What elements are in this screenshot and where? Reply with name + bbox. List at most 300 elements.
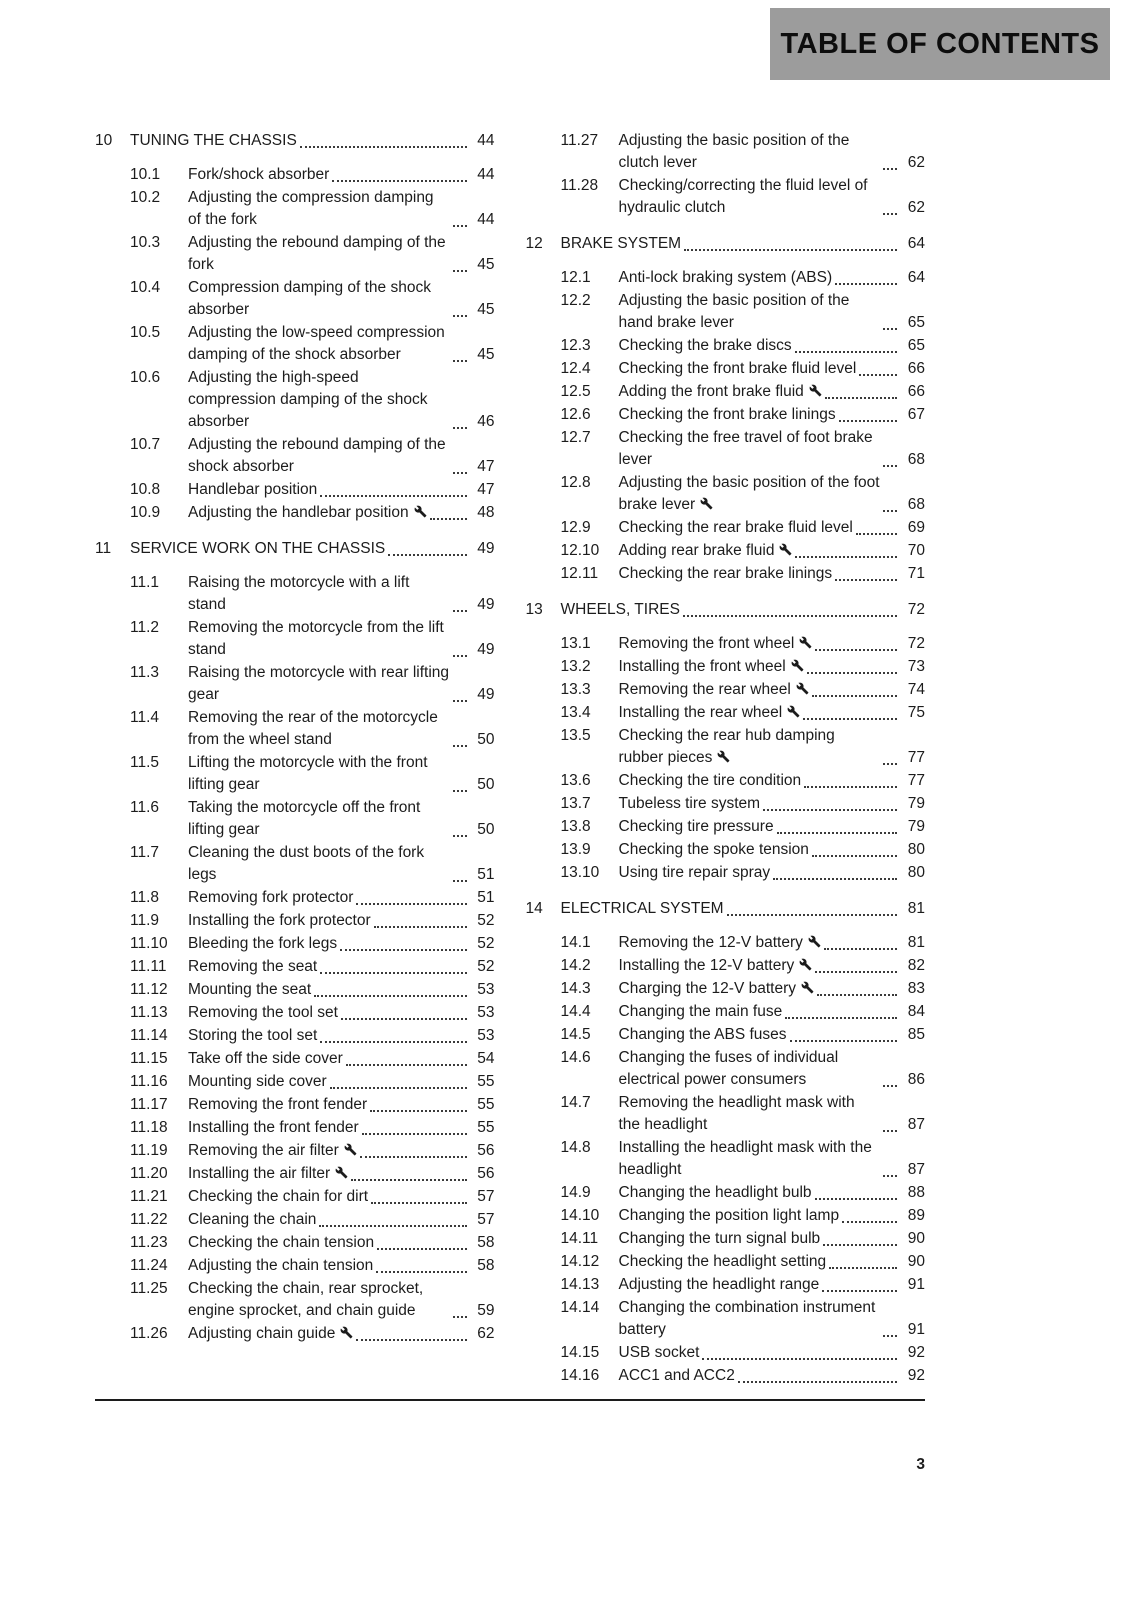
dotted-leader (777, 832, 897, 834)
entry-page-number: 53 (477, 1004, 495, 1021)
toc-section-entry[interactable] (95, 1025, 495, 1047)
toc-section-entry[interactable] (95, 662, 495, 706)
entry-number: 11.17 (130, 1096, 168, 1113)
dotted-leader (883, 1130, 897, 1132)
entry-page-number: 80 (907, 841, 925, 858)
dotted-leader (727, 914, 897, 916)
entry-number: 14.13 (560, 1276, 600, 1293)
entry-number: 11.7 (130, 844, 160, 861)
entry-title: Removing the motorcycle from the lift stand (188, 619, 444, 658)
toc-column-left (95, 130, 495, 1346)
entry-title: Cleaning the dust boots of the fork legs (188, 844, 425, 883)
dotted-leader (835, 579, 897, 581)
entry-title: Bleeding the fork legs (188, 935, 338, 952)
toc-section-entry[interactable] (526, 1365, 926, 1387)
entry-number: 13.3 (560, 681, 591, 698)
entry-page-number: 58 (477, 1257, 495, 1274)
toc-section-entry[interactable] (95, 1117, 495, 1139)
dotted-leader (829, 1267, 897, 1269)
entry-page-number: 47 (477, 458, 495, 475)
dotted-leader (738, 1381, 897, 1383)
entry-title: Charging the 12-V battery (619, 978, 815, 1000)
entry-number: 10.4 (130, 279, 161, 296)
dotted-leader (804, 786, 897, 788)
dotted-leader (453, 700, 467, 702)
entry-page-number: 67 (907, 406, 925, 423)
entry-page-number: 70 (907, 542, 925, 559)
entry-page-number: 91 (907, 1276, 925, 1293)
entry-number: 12 (525, 235, 543, 252)
entry-page-number: 49 (477, 540, 495, 557)
entry-page-number: 92 (907, 1344, 925, 1361)
footer-divider (95, 1399, 925, 1401)
toc-section-entry[interactable] (526, 1297, 926, 1341)
entry-number: 12.2 (560, 292, 591, 309)
entry-number: 14.8 (560, 1139, 591, 1156)
toc-section-entry[interactable] (95, 1140, 495, 1162)
toc-section-entry[interactable] (526, 1001, 926, 1023)
entry-number: 11.9 (130, 912, 160, 929)
dotted-leader (856, 533, 897, 535)
entry-title: Adjusting the basic position of the foot brake lever (618, 474, 880, 513)
toc-section-entry[interactable] (526, 633, 926, 655)
entry-number: 14.9 (560, 1184, 591, 1201)
entry-title: Adjusting the chain tension (188, 1257, 374, 1274)
toc-section-entry[interactable] (526, 1092, 926, 1136)
entry-title: Mounting side cover (188, 1073, 327, 1090)
dotted-leader (883, 1335, 897, 1337)
entry-page-number: 62 (907, 154, 925, 171)
toc-section-entry[interactable] (526, 862, 926, 884)
entry-number: 12.8 (560, 474, 591, 491)
entry-page-number: 49 (477, 686, 495, 703)
toc-section-entry[interactable] (95, 707, 495, 751)
dotted-leader (835, 283, 897, 285)
wrench-icon (809, 384, 822, 397)
toc-section-entry[interactable] (95, 502, 495, 524)
toc-section-entry[interactable] (95, 1163, 495, 1185)
dotted-leader (883, 465, 897, 467)
entry-number: 14.3 (560, 980, 591, 997)
entry-number: 11.4 (130, 709, 160, 726)
entry-title: Tubeless tire system (618, 795, 761, 812)
toc-section-entry[interactable] (526, 978, 926, 1000)
entry-page-number: 89 (907, 1207, 925, 1224)
entry-number: 12.4 (560, 360, 591, 377)
dotted-leader (351, 1179, 466, 1181)
toc-section-entry[interactable] (526, 816, 926, 838)
wrench-icon (801, 981, 814, 994)
toc-section-entry[interactable] (526, 1024, 926, 1046)
toc-section-entry[interactable] (526, 839, 926, 861)
toc-section-entry[interactable] (95, 277, 495, 321)
entry-number: 10.7 (130, 436, 161, 453)
toc-section-entry[interactable] (526, 358, 926, 380)
entry-title: Take off the side cover (188, 1050, 343, 1067)
entry-number: 14.6 (560, 1049, 591, 1066)
entry-page-number: 81 (907, 934, 925, 951)
entry-number: 14.15 (560, 1344, 600, 1361)
toc-section-entry[interactable] (95, 164, 495, 186)
entry-number: 11.14 (130, 1027, 168, 1044)
entry-title: Changing the ABS fuses (618, 1026, 787, 1043)
dotted-leader (360, 1156, 467, 1158)
toc-section-entry[interactable] (95, 1323, 495, 1345)
toc-section-entry[interactable] (95, 434, 495, 478)
entry-title: Fork/shock absorber (188, 166, 330, 183)
toc-section-entry[interactable] (526, 290, 926, 334)
entry-number: 11.21 (130, 1188, 168, 1205)
dotted-leader (763, 809, 897, 811)
entry-number: 13.4 (560, 704, 591, 721)
toc-section-entry[interactable] (95, 910, 495, 932)
entry-number: 11.24 (130, 1257, 168, 1274)
entry-title: ACC1 and ACC2 (618, 1367, 735, 1384)
toc-section-entry[interactable] (526, 1137, 926, 1181)
entry-title: Checking tire pressure (618, 818, 774, 835)
toc-section-entry[interactable] (526, 175, 926, 219)
toc-chapter-entry[interactable] (526, 233, 926, 255)
toc-section-entry[interactable] (95, 1232, 495, 1254)
toc-section-entry[interactable] (526, 1342, 926, 1364)
entry-number: 11.19 (130, 1142, 168, 1159)
entry-title: Changing the fuses of individual electrical power consumers (618, 1049, 839, 1088)
toc-section-entry[interactable] (95, 572, 495, 616)
entry-page-number: 75 (907, 704, 925, 721)
toc-section-entry[interactable] (95, 887, 495, 909)
toc-section-entry[interactable] (95, 1209, 495, 1231)
entry-page-number: 54 (477, 1050, 495, 1067)
entry-number: 11.11 (130, 958, 167, 975)
entry-number: 14.10 (560, 1207, 600, 1224)
entry-page-number: 56 (477, 1165, 495, 1182)
entry-title: Installing the 12-V battery (619, 955, 813, 977)
dotted-leader (807, 672, 897, 674)
entry-page-number: 59 (477, 1302, 495, 1319)
entry-page-number: 71 (907, 565, 925, 582)
toc-section-entry[interactable] (526, 267, 926, 289)
dotted-leader (803, 718, 897, 720)
entry-number: 11.25 (130, 1280, 168, 1297)
toc-section-entry[interactable] (526, 1274, 926, 1296)
dotted-leader (453, 360, 467, 362)
toc-section-entry[interactable] (95, 479, 495, 501)
toc-section-entry[interactable] (95, 797, 495, 841)
entry-page-number: 92 (907, 1367, 925, 1384)
toc-section-entry[interactable] (95, 187, 495, 231)
dotted-leader (825, 397, 897, 399)
entry-title: Adjusting the low-speed compression damping of the shock absorber (188, 324, 445, 363)
entry-number: 11.8 (130, 889, 160, 906)
entry-page-number: 55 (477, 1096, 495, 1113)
toc-section-entry[interactable] (526, 427, 926, 471)
toc-section-entry[interactable] (526, 1228, 926, 1250)
entry-number: 11.16 (130, 1073, 168, 1090)
dotted-leader (795, 351, 897, 353)
toc-section-entry[interactable] (526, 1047, 926, 1091)
entry-number: 10.1 (130, 166, 161, 183)
entry-page-number: 65 (907, 337, 925, 354)
dotted-leader (377, 1248, 466, 1250)
toc-chapter-entry[interactable] (95, 130, 495, 152)
toc-section-entry[interactable] (526, 404, 926, 426)
toc-section-entry[interactable] (526, 1205, 926, 1227)
dotted-leader (773, 878, 897, 880)
toc-chapter-entry[interactable] (95, 538, 495, 560)
dotted-leader (823, 1244, 897, 1246)
dotted-leader (320, 1041, 466, 1043)
entry-page-number: 49 (477, 641, 495, 658)
dotted-leader (815, 971, 897, 973)
toc-section-entry[interactable] (95, 1255, 495, 1277)
entry-number: 14.2 (560, 957, 591, 974)
toc-section-entry[interactable] (526, 702, 926, 724)
dotted-leader (362, 1133, 467, 1135)
entry-title: Compression damping of the shock absorber (188, 279, 431, 318)
dotted-leader (374, 926, 467, 928)
toc-section-entry[interactable] (526, 725, 926, 769)
entry-title: Adjusting the rebound damping of the shock absorber (188, 436, 446, 475)
wrench-icon (796, 682, 809, 695)
entry-title: Checking the front brake fluid level (618, 360, 857, 377)
entry-number: 11.28 (560, 177, 599, 194)
entry-title: ELECTRICAL SYSTEM (560, 900, 724, 917)
dotted-leader (453, 745, 467, 747)
toc-section-entry[interactable] (526, 540, 926, 562)
toc-section-entry[interactable] (95, 1002, 495, 1024)
page-title: TABLE OF CONTENTS (780, 27, 1100, 60)
entry-page-number: 88 (907, 1184, 925, 1201)
entry-page-number: 57 (477, 1188, 495, 1205)
dotted-leader (839, 420, 897, 422)
toc-section-entry[interactable] (95, 1071, 495, 1093)
entry-number: 13.6 (560, 772, 591, 789)
dotted-leader (812, 695, 897, 697)
entry-number: 10.8 (130, 481, 161, 498)
entry-title: Anti-lock braking system (ABS) (618, 269, 833, 286)
page-header (770, 8, 1110, 80)
entry-number: 14.4 (560, 1003, 591, 1020)
toc-section-entry[interactable] (526, 130, 926, 174)
entry-number: 11.15 (130, 1050, 168, 1067)
entry-page-number: 50 (477, 731, 495, 748)
entry-page-number: 44 (477, 132, 495, 149)
entry-number: 14 (525, 900, 543, 917)
toc-section-entry[interactable] (526, 1251, 926, 1273)
entry-number: 11.2 (130, 619, 160, 636)
toc-section-entry[interactable] (526, 563, 926, 585)
toc-section-entry[interactable] (95, 979, 495, 1001)
dotted-leader (320, 495, 466, 497)
entry-title: Installing the front fender (188, 1119, 359, 1136)
entry-title: Adjusting the high-speed compression damping of the shock absorber (188, 369, 428, 430)
toc-chapter-entry[interactable] (526, 898, 926, 920)
toc-section-entry[interactable] (526, 517, 926, 539)
toc-section-entry[interactable] (95, 933, 495, 955)
dotted-leader (430, 518, 467, 520)
toc-section-entry[interactable] (95, 842, 495, 886)
entry-number: 10.5 (130, 324, 161, 341)
entry-title: Changing the turn signal bulb (618, 1230, 821, 1247)
toc-section-entry[interactable] (526, 770, 926, 792)
entry-page-number: 73 (907, 658, 925, 675)
entry-number: 14.12 (560, 1253, 600, 1270)
entry-page-number: 72 (907, 635, 925, 652)
toc-section-entry[interactable] (95, 752, 495, 796)
toc-section-entry[interactable] (526, 679, 926, 701)
entry-page-number: 68 (907, 496, 925, 513)
toc-section-entry[interactable] (95, 322, 495, 366)
entry-page-number: 64 (907, 235, 925, 252)
dotted-leader (453, 610, 467, 612)
toc-section-entry[interactable] (526, 656, 926, 678)
entry-page-number: 62 (477, 1325, 495, 1342)
entry-title: Adjusting the rebound damping of the fork (188, 234, 446, 273)
toc-section-entry[interactable] (526, 932, 926, 954)
dotted-leader (341, 1018, 467, 1020)
entry-number: 14.11 (560, 1230, 599, 1247)
entry-title: Adjusting chain guide (188, 1323, 353, 1345)
dotted-leader (883, 1175, 897, 1177)
entry-number: 11.27 (560, 132, 599, 149)
entry-number: 13.8 (560, 818, 591, 835)
entry-title: Adjusting the handlebar position (188, 502, 427, 524)
toc-section-entry[interactable] (95, 1094, 495, 1116)
entry-title: Installing the front wheel (619, 656, 804, 678)
entry-number: 13.9 (560, 841, 591, 858)
dotted-leader (340, 949, 466, 951)
entry-page-number: 48 (477, 504, 495, 521)
dotted-leader (453, 880, 467, 882)
dotted-leader (824, 948, 897, 950)
dotted-leader (859, 374, 897, 376)
wrench-icon (808, 935, 821, 948)
toc-section-entry[interactable] (526, 1182, 926, 1204)
toc-chapter-entry[interactable] (526, 599, 926, 621)
entry-title: Handlebar position (188, 481, 318, 498)
toc-section-entry[interactable] (526, 793, 926, 815)
entry-number: 13 (525, 601, 543, 618)
entry-title: Installing the rear wheel (619, 702, 801, 724)
entry-title: TUNING THE CHASSIS (130, 132, 297, 149)
wrench-icon (340, 1326, 353, 1339)
entry-number: 14.7 (560, 1094, 591, 1111)
entry-title: Removing the air filter (188, 1140, 357, 1162)
dotted-leader (883, 168, 897, 170)
entry-page-number: 80 (907, 864, 925, 881)
toc-section-entry[interactable] (95, 1278, 495, 1322)
entry-title: Removing the front fender (188, 1096, 368, 1113)
entry-title: Cleaning the chain (188, 1211, 317, 1228)
toc-section-entry[interactable] (95, 956, 495, 978)
entry-title: Checking the free travel of foot brake lever (618, 429, 873, 468)
dotted-leader (883, 763, 897, 765)
entry-page-number: 74 (907, 681, 925, 698)
entry-page-number: 51 (477, 889, 495, 906)
entry-number: 14.14 (560, 1299, 600, 1316)
toc-section-entry[interactable] (526, 472, 926, 516)
toc-section-entry[interactable] (526, 335, 926, 357)
dotted-leader (702, 1358, 897, 1360)
entry-title: Adjusting the basic position of the clutch lever (618, 132, 850, 171)
entry-page-number: 50 (477, 821, 495, 838)
dotted-leader (300, 146, 467, 148)
entry-title: Checking/correcting the fluid level of hydraulic clutch (618, 177, 868, 216)
entry-page-number: 81 (907, 900, 925, 917)
entry-page-number: 87 (907, 1161, 925, 1178)
dotted-leader (683, 615, 897, 617)
toc-columns (95, 130, 925, 1388)
entry-page-number: 51 (477, 866, 495, 883)
entry-page-number: 79 (907, 818, 925, 835)
entry-number: 14.1 (560, 934, 591, 951)
entry-title: Changing the headlight bulb (618, 1184, 812, 1201)
entry-title: Checking the brake discs (618, 337, 792, 354)
toc-section-entry[interactable] (95, 617, 495, 661)
entry-page-number: 79 (907, 795, 925, 812)
toc-section-entry[interactable] (95, 1048, 495, 1070)
dotted-leader (785, 1017, 897, 1019)
entry-number: 11 (95, 540, 112, 557)
toc-section-entry[interactable] (526, 381, 926, 403)
entry-number: 12.3 (560, 337, 591, 354)
entry-title: Lifting the motorcycle with the front lifting gear (188, 754, 428, 793)
toc-section-entry[interactable] (526, 955, 926, 977)
entry-title: Adjusting the basic position of the hand brake lever (618, 292, 850, 331)
entry-title: Removing the seat (188, 958, 318, 975)
wrench-icon (787, 705, 800, 718)
entry-title: Adjusting the compression damping of the fork (188, 189, 434, 228)
dotted-leader (453, 270, 467, 272)
dotted-leader (370, 1110, 466, 1112)
dotted-leader (356, 1339, 466, 1341)
entry-number: 11.1 (130, 574, 160, 591)
dotted-leader (330, 1087, 467, 1089)
entry-title: Checking the spoke tension (618, 841, 809, 858)
entry-title: Checking the chain, rear sprocket, engine sprocket, and chain guide (188, 1280, 424, 1319)
entry-title: Adding rear brake fluid (619, 540, 793, 562)
entry-title: Checking the tire condition (618, 772, 802, 789)
entry-page-number: 52 (477, 935, 495, 952)
dotted-leader (453, 427, 467, 429)
entry-title: Checking the rear brake fluid level (618, 519, 853, 536)
entry-title: Adding the front brake fluid (619, 381, 822, 403)
dotted-leader (453, 315, 467, 317)
toc-section-entry[interactable] (95, 1186, 495, 1208)
dotted-leader (346, 1064, 467, 1066)
dotted-leader (795, 556, 897, 558)
entry-page-number: 91 (907, 1321, 925, 1338)
dotted-leader (371, 1202, 466, 1204)
dotted-leader (319, 1225, 466, 1227)
toc-section-entry[interactable] (95, 232, 495, 276)
entry-number: 11.12 (130, 981, 168, 998)
entry-number: 10.9 (130, 504, 161, 521)
dotted-leader (883, 1085, 897, 1087)
entry-title: SERVICE WORK ON THE CHASSIS (130, 540, 386, 557)
entry-number: 13.2 (560, 658, 591, 675)
entry-page-number: 66 (907, 383, 925, 400)
entry-title: Checking the rear brake linings (618, 565, 833, 582)
toc-section-entry[interactable] (95, 367, 495, 433)
entry-title: Installing the air filter (188, 1163, 348, 1185)
dotted-leader (314, 995, 466, 997)
entry-number: 12.5 (560, 383, 591, 400)
entry-page-number: 64 (907, 269, 925, 286)
entry-page-number: 45 (477, 301, 495, 318)
entry-page-number: 77 (907, 749, 925, 766)
dotted-leader (453, 655, 467, 657)
